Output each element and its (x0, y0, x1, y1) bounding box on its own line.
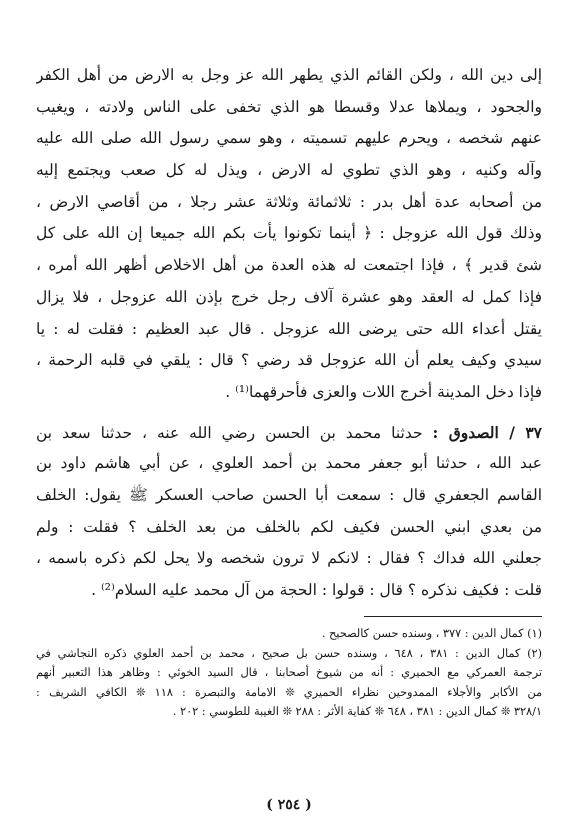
hadith-chain-start: حدثنا محمد بن الحسن رضي الله عنه ، حدثنا سعد بن (36, 423, 433, 442)
text-line: عبد الله ، حدثنا أبو جعفر محمد بن أحمد العلوي ، عن أبي هاشم داود بن (36, 454, 542, 473)
main-text (36, 60, 542, 607)
text-line: وآله وكنيه ، وهو الذي تطوي له الارض ، ويذل له كل صعب ويجتمع إليه (36, 161, 542, 180)
text-line: قلت : فكيف نذكره ؟ قال : قولوا : الحجة من آل محمد عليه السلام⁽²⁾ . (91, 581, 542, 599)
text-line: فإذا كمل له العقد وهو عشرة آلاف رجل خرج بإذن الله عزوجل ، فلا يزال (36, 287, 542, 306)
text-line: يقتل أعداء الله حتى يرضى الله عزوجل . قال عبد العظيم : فقلت له : يا (36, 319, 542, 338)
text-line (36, 417, 542, 449)
text-line: إلى دين الله ، ولكن القائم الذي يطهر الله عز وجل به الارض من أهل الكفر (36, 66, 542, 84)
footnote-2-line: (٢) كمال الدين : ٣٨١ ، ٦٤٨ ، وسنده حسن بل صحيح ، محمد بن أحمد العلوي ذكره النجاشي في (36, 646, 542, 660)
text-line: عنهم شخصه ، ويحرم عليهم تسميته ، وهو سمي رسول الله صلى الله عليه (36, 129, 542, 148)
text-line: شئ قدير ﴾ ، فإذا اجتمعت له هذه العدة من أهل الاخلاص أظهر الله أمره ، (36, 256, 542, 275)
text-line: فإذا دخل المدينة أخرج اللات والعزى فأحرقهما⁽¹⁾ . (225, 382, 542, 401)
text-line: وذلك قول الله عزوجل : ﴿ أينما تكونوا يأت بكم الله جميعا إن الله على كل (36, 224, 542, 243)
footnote-2-line: ٣٢٨/١ ❊ كمال الدين : ٣٨١ ، ٦٤٨ ❊ كفاية الأثر : ٢٨٨ ❊ الغيبة للطوسي : ٢٠٢ . (172, 705, 542, 719)
text-line: سيدي وكيف يعلم أن الله عزوجل قد رضي ؟ قال : يلقي في قلبه الرحمة ، (36, 351, 542, 370)
text-line: من أصحابه عدة أهل بدر : ثلاثمائة وثلاثة عشر رجلا ، من أقاصي الارض ، (36, 192, 542, 211)
hadith-37 (36, 417, 542, 607)
footnote-divider (364, 616, 542, 617)
footnote-1: (١) كمال الدين : ٣٧٧ ، وسنده حسن كالصحيح . (321, 627, 542, 640)
text-line: القاسم الجعفري قال : سمعت أبا الحسن صاحب العسكر ﷺ يقول: الخلف (36, 485, 542, 504)
footnote-2-line: من الأكابر والأجلاء الممدوحين نظراء الحميري ❊ الامامة والتبصرة : ١١٨ ❊ الكافي الشريف : (36, 685, 542, 699)
footnote-2-line: ترجمة العمركي مع الحميري : أنه من شيوخ أصحابنا ، قال السيد الخوئي : وظاهر هذا التعبير أنهم (36, 666, 542, 680)
page-number: ( ٢٥٤ ) (266, 797, 312, 813)
paragraph-continuation (36, 60, 542, 409)
hadith-number-label: ٣٧ / الصدوق : (432, 422, 542, 442)
text-line: جعلني الله فداك ؟ فقال : لانكم لا ترون شخصه ولا يحل لكم ذكره باسمه ، (36, 549, 542, 568)
text-line: من بعدي ابني الحسن فكيف لكم بالخلف من بعد الخلف ؟ فقلت : ولم (36, 517, 542, 536)
text-line: والجحود ، ويملاها عدلا وقسطا هو الذي تخفى على الناس ولادته ، ويغيب (36, 97, 542, 116)
footnotes (36, 624, 542, 722)
